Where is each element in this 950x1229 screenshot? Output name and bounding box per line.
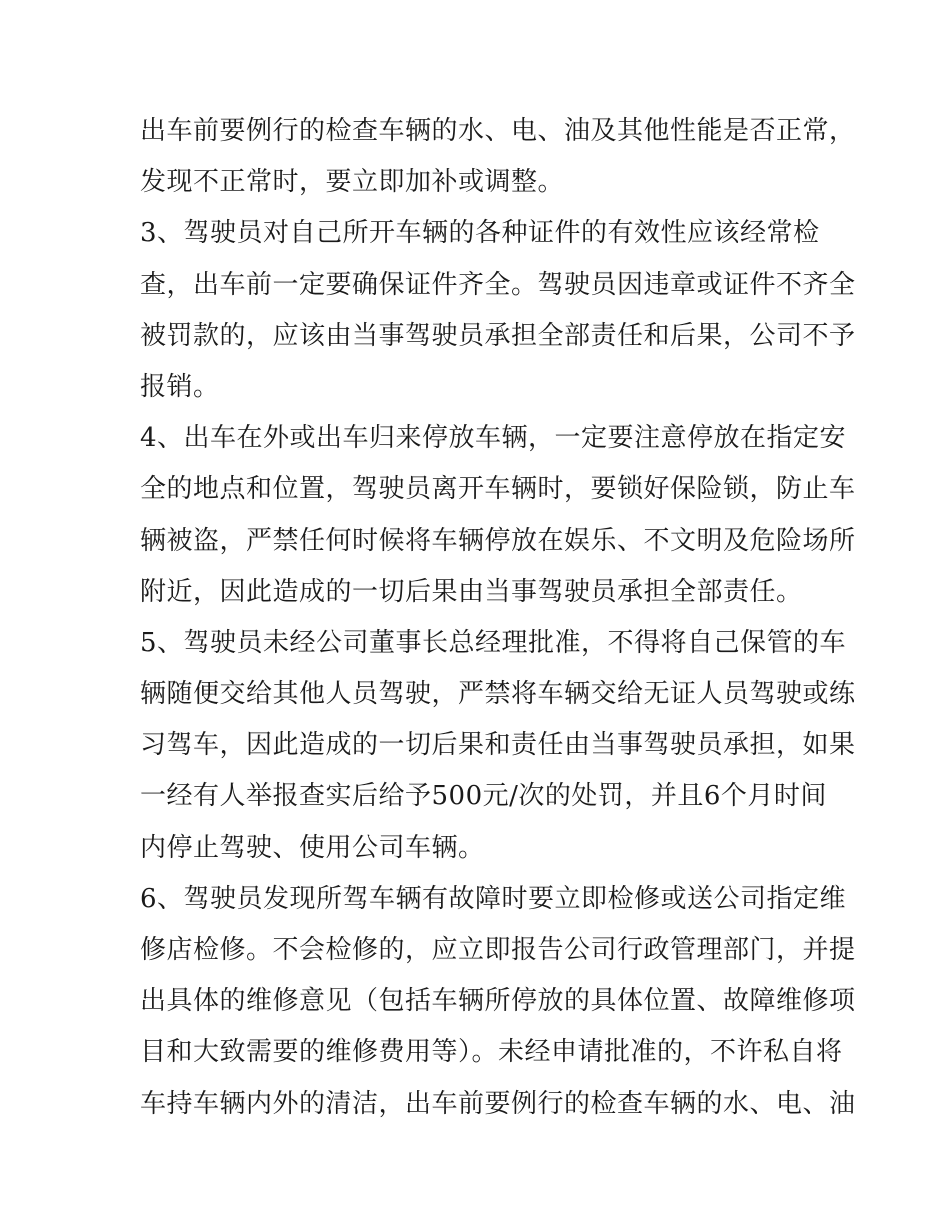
text-line: 内停止驾驶、使用公司车辆。 [140,832,485,863]
text-line: 4、出车在外或出车归来停放车辆，一定要注意停放在指定安 [140,423,847,454]
text-line: 5、驾驶员未经公司董事长总经理批准，不得将自己保管的车 [140,627,847,658]
text-line: 报销。 [140,371,220,402]
text-line: 辆随便交给其他人员驾驶，严禁将车辆交给无证人员驾驶或练 [140,679,856,710]
text-line: 出具体的维修意见（包括车辆所停放的具体位置、故障维修项 [140,986,856,1017]
text-line: 辆被盗，严禁任何时候将车辆停放在娱乐、不文明及危险场所 [140,525,856,556]
text-line: 6、驾驶员发现所驾车辆有故障时要立即检修或送公司指定维 [140,883,847,914]
text-line: 习驾车，因此造成的一切后果和责任由当事驾驶员承担，如果 [140,730,856,761]
text-line: 3、驾驶员对自己所开车辆的各种证件的有效性应该经常检 [140,218,820,249]
text-line: 查，出车前一定要确保证件齐全。驾驶员因违章或证件不齐全 [140,269,856,300]
text-line: 车持车辆内外的清洁，出车前要例行的检查车辆的水、电、油 [140,1088,856,1119]
text-line: 被罚款的，应该由当事驾驶员承担全部责任和后果，公司不予 [140,320,856,351]
text-line: 目和大致需要的维修费用等）。未经申请批准的，不许私自将 [140,1037,843,1068]
text-line: 发现不正常时，要立即加补或调整。 [140,167,565,198]
text-line: 附近，因此造成的一切后果由当事驾驶员承担全部责任。 [140,576,803,607]
text-line: 一经有人举报查实后给予500元/次的处罚，并且6个月时间 [140,781,827,812]
text-line: 修店检修。不会检修的，应立即报告公司行政管理部门，并提 [140,935,856,965]
text-line: 全的地点和位置，驾驶员离开车辆时，要锁好保险锁，防止车 [140,474,856,505]
text-line: 出车前要例行的检查车辆的水、电、油及其他性能是否正常， [140,116,856,146]
body-text [140,106,856,1130]
